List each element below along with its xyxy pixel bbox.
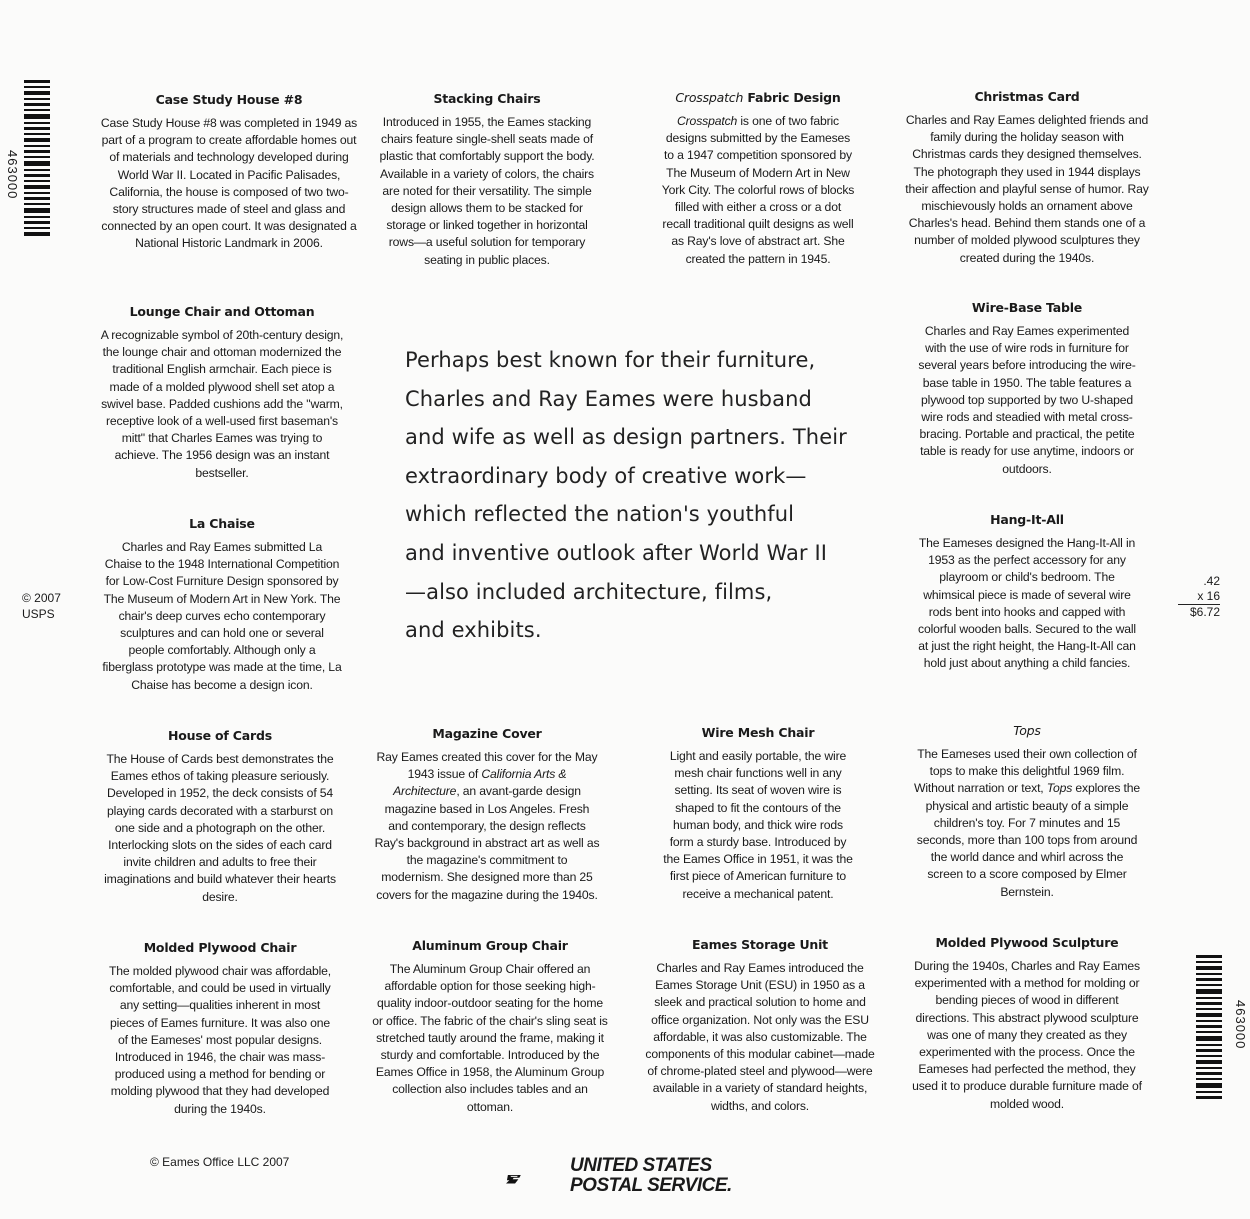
price-calculation <box>1178 574 1220 620</box>
block-title: Hang-It-All <box>990 512 1064 527</box>
barcode-number-bottom-right: 463000 <box>1233 1000 1248 1050</box>
price-quantity: x 16 <box>1197 589 1220 603</box>
block-body: Charles and Ray Eames experimented with the use of wire rods in furniture for several years before introducing the wire-base table in 1950. The table features a plywood top supported by two U-shaped wire rods and steadied with metal cross-bracing. Portable and practical, the petite table is ready for use anytime, indoors or outdoors. <box>918 324 1136 476</box>
block-christmas-card <box>902 89 1152 267</box>
block-title: Lounge Chair and Ottoman <box>129 304 315 319</box>
block-title: Stacking Chairs <box>433 91 541 106</box>
block-body: Case Study House #8 was completed in 1949 as part of a program to create affordable homes out of materials and technology developed during World War II. Located in Pacific Palisades, California, the house is composed of two two-story structures made of steel and glass and connected by an open court. It was designated a National Historic Landmark in 2006. <box>100 116 358 251</box>
block-body: Charles and Ray Eames submitted La Chaise to the 1948 International Competition for Low-Cost Furniture Design sponsored by The Museum of Modern Art in New York. The chair's deep curves echo contemporary sculptures and can hold one or several people comfortably. Although only a fiberglass prototype was made at the time, La Chaise has become a design icon. <box>102 540 342 692</box>
barcode-top-left <box>24 80 50 240</box>
block-stacking-chairs <box>374 91 600 269</box>
block-title: Molded Plywood Chair <box>143 940 297 955</box>
block-molded-plywood-chair <box>104 940 336 1118</box>
block-title: La Chaise <box>189 516 255 531</box>
block-tops <box>912 723 1142 901</box>
block-title: Wire-Base Table <box>971 300 1083 315</box>
block-la-chaise <box>102 516 342 694</box>
block-eames-storage-unit <box>640 937 880 1115</box>
block-wire-base-table <box>916 300 1138 478</box>
block-title: Aluminum Group Chair <box>412 938 568 953</box>
block-magazine-cover <box>374 726 600 904</box>
block-wire-mesh-chair <box>660 725 856 903</box>
block-body: The House of Cards best demonstrates the Eames ethos of taking pleasure seriously. Developed in 1952, the deck consists of 54 playing cards decorated with a starburst on one side and a photograph on the other. Interlocking slots on the sides of each card invite children and adults to free their imaginations and build whatever their hearts desire. <box>104 752 336 904</box>
block-title: Crosspatch Fabric Design <box>675 90 841 105</box>
price-total: $6.72 <box>1189 605 1220 619</box>
block-body: Crosspatch is one of two fabric designs submitted by the Eameses to a 1947 competition sponsored by The Museum of Modern Art in New York City. The colorful rows of blocks filled with either a cross or a dot recall traditional quilt designs as well as Ray's love of abstract art. She created the pattern in 1945. <box>661 114 855 266</box>
usps-eagle-logo-icon <box>506 1158 568 1200</box>
barcode-bottom-right <box>1196 955 1222 1105</box>
block-body: Charles and Ray Eames delighted friends and family during the holiday season with Christmas cards they designed themselves. The photograph they used in 1944 displays their affection and playful sense of humor. Ray mischievously holds an ornament above Charles's head. Behind them stands one of a number of molded plywood sculptures they created during the 1940s. <box>905 113 1149 265</box>
block-body: The molded plywood chair was affordable, comfortable, and could be used in virtually any setting—qualities inherent in most pieces of Eames furniture. It was also one of the Eameses' most popular designs. Introduced in 1946, the chair was mass-produced using a method for bending or molding plywood that they had developed during the 1940s. <box>108 964 332 1116</box>
block-aluminum-group-chair <box>372 938 608 1116</box>
block-title: Case Study House #8 <box>155 92 303 107</box>
block-lounge-chair <box>100 304 344 482</box>
price-denomination: .42 <box>1203 574 1220 588</box>
block-molded-plywood-sculpture <box>912 935 1142 1113</box>
block-case-study-house <box>100 92 358 253</box>
block-title: Christmas Card <box>974 89 1080 104</box>
block-crosspatch <box>660 90 856 268</box>
block-title: Magazine Cover <box>432 726 542 741</box>
usps-copyright: © 2007 USPS <box>22 591 61 621</box>
block-house-of-cards <box>104 728 336 906</box>
usps-wordmark: UNITED STATES POSTAL SERVICE. <box>570 1155 732 1196</box>
block-body: The Eameses designed the Hang-It-All in 1953 as the perfect accessory for any playroom or child's bedroom. The whimsical piece is made of several wire rods bent into hooks and capped with colorful wooden balls. Secured to the wall at just the right height, the Hang-It-All can hold just about anything a child fancies. <box>918 536 1136 671</box>
center-statement: Perhaps best known for their furniture, Charles and Ray Eames were husband and wife as well as design partners. Their extraordinary body of creative work— which reflected the nation's youthful and inventive outlook after World War II —also included architecture, films, and exhibits. <box>405 348 847 643</box>
block-body: The Eameses used their own collection of tops to make this delightful 1969 film. Without narration or text, Tops explores the physical and artistic beauty of a simple children's toy. For 7 minutes and 15 seconds, more than 100 tops from around the world dance and whirl across the screen to a score composed by Elmer Bernstein. <box>914 747 1140 899</box>
block-body: Ray Eames created this cover for the May 1943 issue of California Arts & Architecture, an avant-garde design magazine based in Los Angeles. Fresh and contemporary, the design reflects Ray's background in abstract art as well as the magazine's commitment to modernism. She designed more than 25 covers for the magazine during the 1940s. <box>374 750 600 902</box>
block-body: During the 1940s, Charles and Ray Eames experimented with a method for molding or bending pieces of wood in different directions. This abstract plywood sculpture was one of many they created as they experimented with the process. Once the Eameses had perfected the method, they used it to produce durable furniture made of molded wood. <box>912 959 1142 1111</box>
eames-office-copyright: © Eames Office LLC 2007 <box>150 1155 290 1169</box>
block-body: Charles and Ray Eames introduced the Eames Storage Unit (ESU) in 1950 as a sleek and practical solution to home and office organization. Not only was the ESU affordable, it was also customizable. The components of this modular cabinet—made of chrome-plated steel and plywood—were available in a variety of standard heights, widths, and colors. <box>645 961 875 1113</box>
block-body: Introduced in 1955, the Eames stacking chairs feature single-shell seats made of plastic that comfortably support the body. Available in a variety of colors, the chairs are noted for their versatility. The simple design allows them to be stacked for storage or linked together in horizontal rows—a useful solution for temporary seating in public places. <box>379 115 595 267</box>
barcode-number-top-left: 463000 <box>5 150 20 200</box>
block-title: Molded Plywood Sculpture <box>935 935 1119 950</box>
block-body: Light and easily portable, the wire mesh chair functions well in any setting. Its seat of woven wire is shaped to fit the contours of the human body, and thick wire rods form a sturdy base. Introduced by the Eames Office in 1951, it was the first piece of American furniture to receive a mechanical patent. <box>663 749 853 901</box>
block-body: A recognizable symbol of 20th-century design, the lounge chair and ottoman modernized the traditional English armchair. Each piece is made of a molded plywood shell set atop a swivel base. Padded cushions add the "warm, receptive look of a well-used first baseman's mitt" that Charles Eames was trying to achieve. The 1956 design was an instant bestseller. <box>100 328 344 480</box>
block-body: The Aluminum Group Chair offered an affordable option for those seeking high-quality indoor-outdoor seating for the home or office. The fabric of the chair's sling seat is stretched tautly around the frame, making it sturdy and comfortable. Introduced by the Eames Office in 1958, the Aluminum Group collection also includes tables and an ottoman. <box>372 962 608 1114</box>
block-title: Eames Storage Unit <box>692 937 828 952</box>
block-title: House of Cards <box>168 728 272 743</box>
block-title: Wire Mesh Chair <box>701 725 815 740</box>
block-hang-it-all <box>918 512 1136 673</box>
block-title: Tops <box>1013 723 1041 738</box>
